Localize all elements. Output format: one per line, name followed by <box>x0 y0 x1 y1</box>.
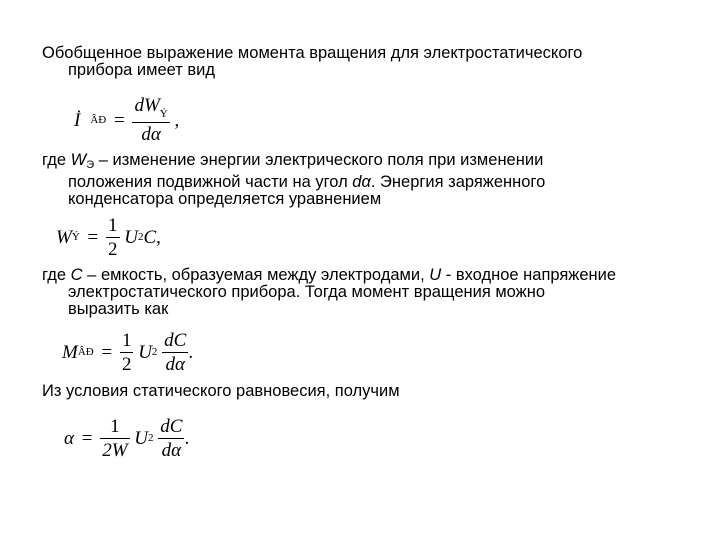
paragraph-equilibrium <box>42 383 692 400</box>
fraction-denominator: dα <box>161 440 182 461</box>
formula-trailing-punct: , <box>174 109 180 131</box>
exponent: 2 <box>151 346 158 358</box>
fraction-denominator: 2W <box>102 440 128 461</box>
formula-capacitor-energy <box>56 216 161 259</box>
equals-sign: = <box>113 109 125 131</box>
fraction <box>132 96 169 144</box>
variable: W <box>70 151 87 169</box>
text-line: выразить как <box>68 300 169 318</box>
fraction <box>158 417 184 460</box>
text-line <box>42 152 692 174</box>
text-fragment: – изменение энергии электрического поля при изменении <box>94 151 544 169</box>
variable: U <box>138 342 152 363</box>
text-line: электростатического прибора. Тогда момент вращения можно <box>68 283 546 301</box>
variable: U <box>134 428 149 449</box>
text-line: Обобщенное выражение момента вращения для электростатического <box>42 44 583 62</box>
text-fragment: где <box>42 151 71 169</box>
variable: C <box>143 227 157 248</box>
equals-sign: = <box>101 342 113 363</box>
fraction <box>162 331 188 374</box>
text-fragment: . Энергия заряженного <box>370 173 546 191</box>
fraction-numerator <box>132 96 169 123</box>
text-line <box>42 267 692 284</box>
numerator-text: dW <box>134 95 160 116</box>
fraction <box>106 216 120 259</box>
formula-lhs-subscript: ÂÐ <box>90 113 107 126</box>
numerator-subscript: Ý <box>159 108 168 120</box>
fraction-denominator: dα <box>165 354 185 375</box>
fraction-numerator: 1 <box>108 215 118 236</box>
variable: U <box>124 227 138 248</box>
formula-trailing-punct: , <box>156 227 161 248</box>
variable: C <box>70 266 83 284</box>
variable: dα <box>352 173 371 191</box>
text-line: Из условия статического равновесия, получим <box>42 382 400 400</box>
text-line <box>42 174 692 191</box>
text-line: конденсатора определяется уравнением <box>68 190 382 208</box>
paragraph-capacitance <box>42 267 692 318</box>
fraction-numerator: dC <box>160 416 183 437</box>
text-fragment: – емкость, образуемая между электродами, <box>82 266 430 284</box>
formula-lhs-subscript: ÂÐ <box>77 346 94 358</box>
fraction <box>100 417 129 460</box>
text-fragment: где <box>42 266 71 284</box>
text-fragment: положения подвижной части на угол <box>68 173 353 191</box>
paragraph-energy-change <box>42 152 692 208</box>
variable-subscript: Э <box>86 159 95 171</box>
text-fragment: - входное напряжение <box>441 266 617 284</box>
formula-torque-capacitance <box>62 331 193 374</box>
variable: U <box>429 266 442 284</box>
formula-lhs: M <box>62 342 78 363</box>
equals-sign: = <box>81 428 93 449</box>
formula-trailing-punct: . <box>184 428 190 449</box>
fraction-numerator: 1 <box>121 330 132 351</box>
formula-lhs: W <box>56 227 72 248</box>
paragraph-intro <box>42 45 692 79</box>
fraction-numerator: dC <box>164 330 187 351</box>
formula-lhs-subscript: Ý <box>71 231 80 243</box>
fraction-denominator: dα <box>141 124 161 145</box>
fraction-numerator: 1 <box>100 417 129 439</box>
fraction-denominator: 2 <box>108 239 118 260</box>
formula-torque-general <box>74 96 179 144</box>
fraction <box>120 331 134 374</box>
formula-trailing-punct: . <box>188 342 194 363</box>
equals-sign: = <box>87 227 99 248</box>
exponent: 2 <box>137 231 144 243</box>
formula-lhs: α <box>64 428 74 449</box>
fraction-denominator: 2 <box>121 354 132 375</box>
text-line: прибора имеет вид <box>68 61 216 79</box>
exponent: 2 <box>148 432 154 444</box>
formula-lhs: İ <box>74 109 81 131</box>
formula-deflection-angle <box>64 417 189 460</box>
